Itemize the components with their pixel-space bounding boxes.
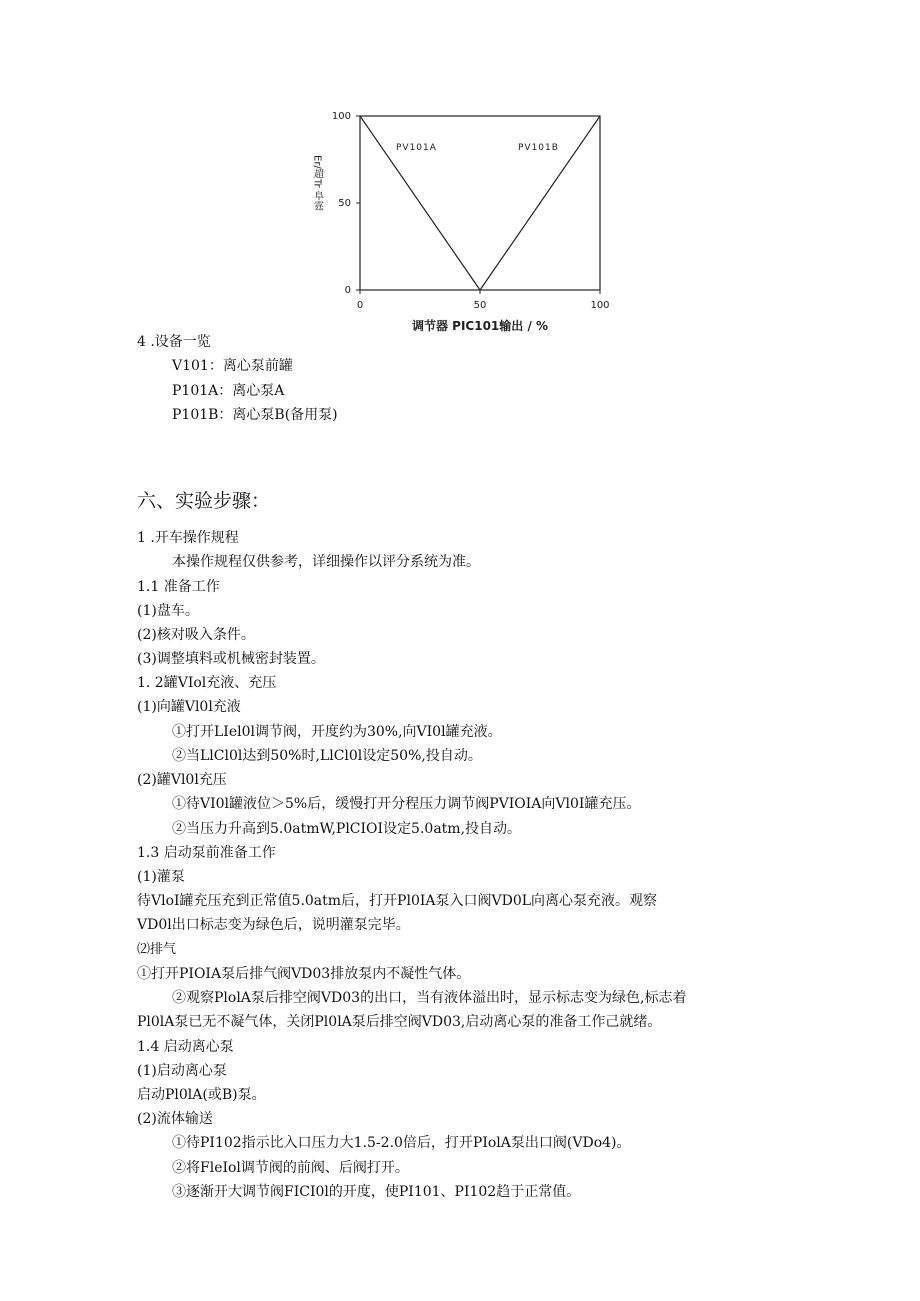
step-1-3-item-1: (1)灌泵 [137, 869, 185, 885]
step-1-heading: 1 .开车操作规程 [137, 530, 239, 546]
x-axis-label: 调节器 PIC101输出 / % [411, 319, 549, 333]
step-1-4-item-2-a: ①待PI102指示比入口压力大1.5-2.0倍后，打开PIolA泵出口阀(VDo4)。 [172, 1135, 631, 1151]
step-1-4-item-2: (2)流体输送 [137, 1111, 213, 1127]
step-1-2-item-2-b: ②当压力升高到5.0atmW,PlCIOI设定5.0atm,投自动。 [172, 821, 522, 837]
step-1-3-item-2-a: ①打开PIOIA泵后排气阀VD03排放泵内不凝性气体。 [137, 966, 471, 982]
step-1-1-item-3: (3)调整填料或机械密封装置。 [137, 651, 325, 667]
y-tick-label: 50 [338, 198, 351, 209]
step-1-2-item-2-a: ①待VI0l罐液位＞5%后，缓慢打开分程压力调节阀PVIOIA向Vl0I罐充压。 [172, 796, 641, 812]
y-axis-label: Er/超Tr 阜霆 [311, 155, 323, 211]
step-1-3-item-2-b-cont: Pl0lA泵已无不凝气体，关闭Pl0lA泵后排空阀VD03,启动离心泵的准备工作己就绪。 [137, 1014, 662, 1030]
step-1-3-item-2: ⑵排气 [137, 942, 177, 957]
step-1-4-item-1-text: 启动Pl0lA(或B)泵。 [137, 1087, 266, 1103]
step-1-1-heading: 1.1 准备工作 [137, 579, 220, 595]
step-1-1-item-1: (1)盘车。 [137, 603, 199, 619]
x-tick-label: 0 [356, 300, 364, 311]
series-label-pv101a: PV101A [396, 143, 437, 153]
section-six-title: 六、实验步骤： [137, 490, 271, 512]
step-1-3-heading: 1.3 启动泵前准备工作 [137, 845, 276, 861]
step-1-2-item-1-a: ①打开LIel0l调节阀，开度约为30%,向VI0l罐充液。 [172, 724, 502, 740]
series-label-pv101b: PV101B [518, 143, 559, 153]
equipment-p101a: P101A：离心泵A [172, 383, 285, 399]
x-tick-label: 50 [473, 300, 487, 311]
step-1-4-item-1: (1)启动离心泵 [137, 1063, 227, 1079]
y-tick-label: 0 [344, 285, 351, 296]
step-1-4-item-2-c: ③逐渐开大调节阀FICI0l的开度，使PI101、PI102趋于正常值。 [172, 1184, 581, 1200]
note-text: 本操作规程仅供参考，详细操作以评分系统为准。 [172, 554, 480, 570]
step-1-4-heading: 1.4 启动离心泵 [137, 1039, 234, 1055]
equipment-v101: V101：离心泵前罐 [172, 358, 293, 374]
step-1-4-item-2-b: ②将FleIol调节阀的前阀、后阀打开。 [172, 1160, 409, 1176]
step-1-3-item-2-b: ②观察PlolA泵后排空阀VD03的出口，当有液体溢出时，显示标志变为绿色,标志着 [172, 990, 687, 1006]
section-4-heading: 4 .设备一览 [137, 334, 211, 350]
chart-axes [332, 111, 610, 311]
step-1-1-item-2: (2)核对吸入条件。 [137, 627, 255, 643]
y-tick-label: 100 [331, 111, 351, 122]
step-1-2-item-1: (1)向罐Vl0l充液 [137, 699, 241, 715]
step-1-3-para-1: 待VloI罐充压充到正常值5.0atm后，打开Pl0IA泵入口阀VD0L向离心泵充液。观察 [137, 893, 658, 909]
equipment-p101b: P101B：离心泵B(备用泵) [172, 407, 338, 423]
x-tick-label: 100 [590, 300, 610, 311]
step-1-2-item-1-b: ②当LlCl0l达到50%时,LlCl0l设定50%,投自动。 [172, 748, 482, 764]
step-1-2-heading: 1. 2罐VIol充液、充压 [137, 675, 277, 691]
step-1-2-item-2: (2)罐Vl0l充压 [137, 772, 227, 788]
step-1-3-para-1-cont: VD0l出口标志变为绿色后，说明灌泵完毕。 [137, 917, 410, 933]
chart-labels [312, 143, 559, 333]
split-range-chart [300, 100, 630, 335]
